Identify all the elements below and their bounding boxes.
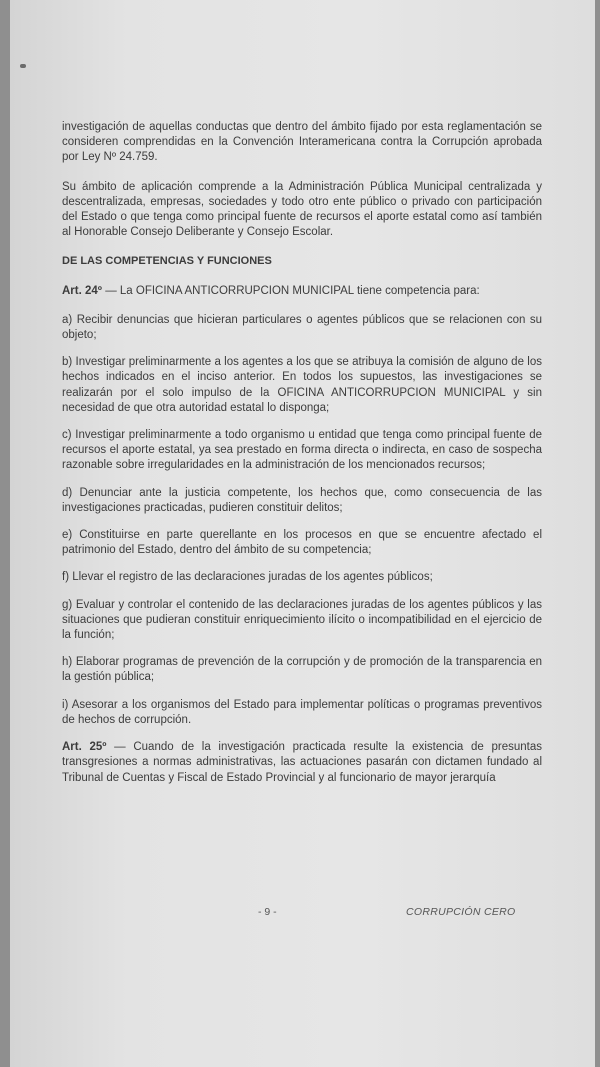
article-label: Art. 24º bbox=[62, 284, 102, 297]
list-item: b) Investigar preliminarmente a los agentes a los que se atribuya la comisión de alguno de los hechos indicados en el inciso anterior. En todos los supuestos, las investigaciones se realizarán por el solo impulso de la OFICINA ANTICORRUPCION MUNICIPAL y sin necesidad de que otra autoridad estatal lo disponga; bbox=[62, 356, 542, 414]
document-body bbox=[62, 120, 542, 800]
article-label: Art. 25º bbox=[62, 741, 107, 754]
list-item: a) Recibir denuncias que hicieran particulares o agentes públicos que se relacionen con su objeto; bbox=[62, 313, 542, 342]
document-page bbox=[10, 0, 595, 1067]
page-number: - 9 - bbox=[258, 906, 277, 918]
paper-mark bbox=[20, 64, 26, 68]
footer-brand: CORRUPCIÓN CERO bbox=[406, 906, 516, 918]
paragraph: investigación de aquellas conductas que dentro del ámbito fijado por esta reglamentación se consideren comprendidas en la Convención Interamericana contra la Corrupción aprobada por Ley Nº 24.759. bbox=[62, 121, 542, 164]
article-25 bbox=[62, 740, 542, 786]
section-heading: DE LAS COMPETENCIAS Y FUNCIONES bbox=[62, 255, 272, 268]
list-item: d) Denunciar ante la justicia competente, los hechos que, como consecuencia de las investigaciones practicadas, pudieren constituir delitos; bbox=[62, 486, 542, 514]
article-24 bbox=[62, 284, 542, 299]
article-text: — Cuando de la investigación practicada resulte la existencia de presuntas transgresiones a normas administrativas, las actuaciones pasarán con dictamen fundado al Tribunal de Cuentas y Fiscal de Estado Provincial y al funcionario de mayor jerarquía bbox=[62, 741, 542, 784]
list-item: f) Llevar el registro de las declaraciones juradas de los agentes públicos; bbox=[62, 571, 433, 584]
article-text: — La OFICINA ANTICORRUPCION MUNICIPAL tiene competencia para: bbox=[102, 284, 480, 297]
list-item: e) Constituirse en parte querellante en los procesos en que se encuentre afectado el patrimonio del Estado, dentro del ámbito de su competencia; bbox=[62, 529, 542, 557]
list-item: c) Investigar preliminarmente a todo organismo u entidad que tenga como principal fuente de recursos el aporte estatal, ya sea prestado en forma directa o indirecta, en caso de sospecha razonable sobre irregularidades en la administración de los mencionados recursos; bbox=[62, 429, 542, 472]
list-item: h) Elaborar programas de prevención de la corrupción y de promoción de la transparencia en la gestión pública; bbox=[62, 656, 542, 684]
list-item: g) Evaluar y controlar el contenido de las declaraciones juradas de los agentes públicos y las situaciones que pudieran constituir enriquecimiento ilícito o incompatibilidad en el ejercicio de la función; bbox=[62, 598, 542, 642]
paragraph: Su ámbito de aplicación comprende a la Administración Pública Municipal centralizada y descentralizada, empresas, sociedades y todo otro ente público o privado con participación del Estado o que tenga como principal fuente de recursos el aporte estatal como así también al Honorable Consejo Deliberante y Consejo Escolar. bbox=[62, 180, 542, 239]
list-item: i) Asesorar a los organismos del Estado para implementar políticas o programas preventivos de hechos de corrupción. bbox=[62, 698, 542, 726]
